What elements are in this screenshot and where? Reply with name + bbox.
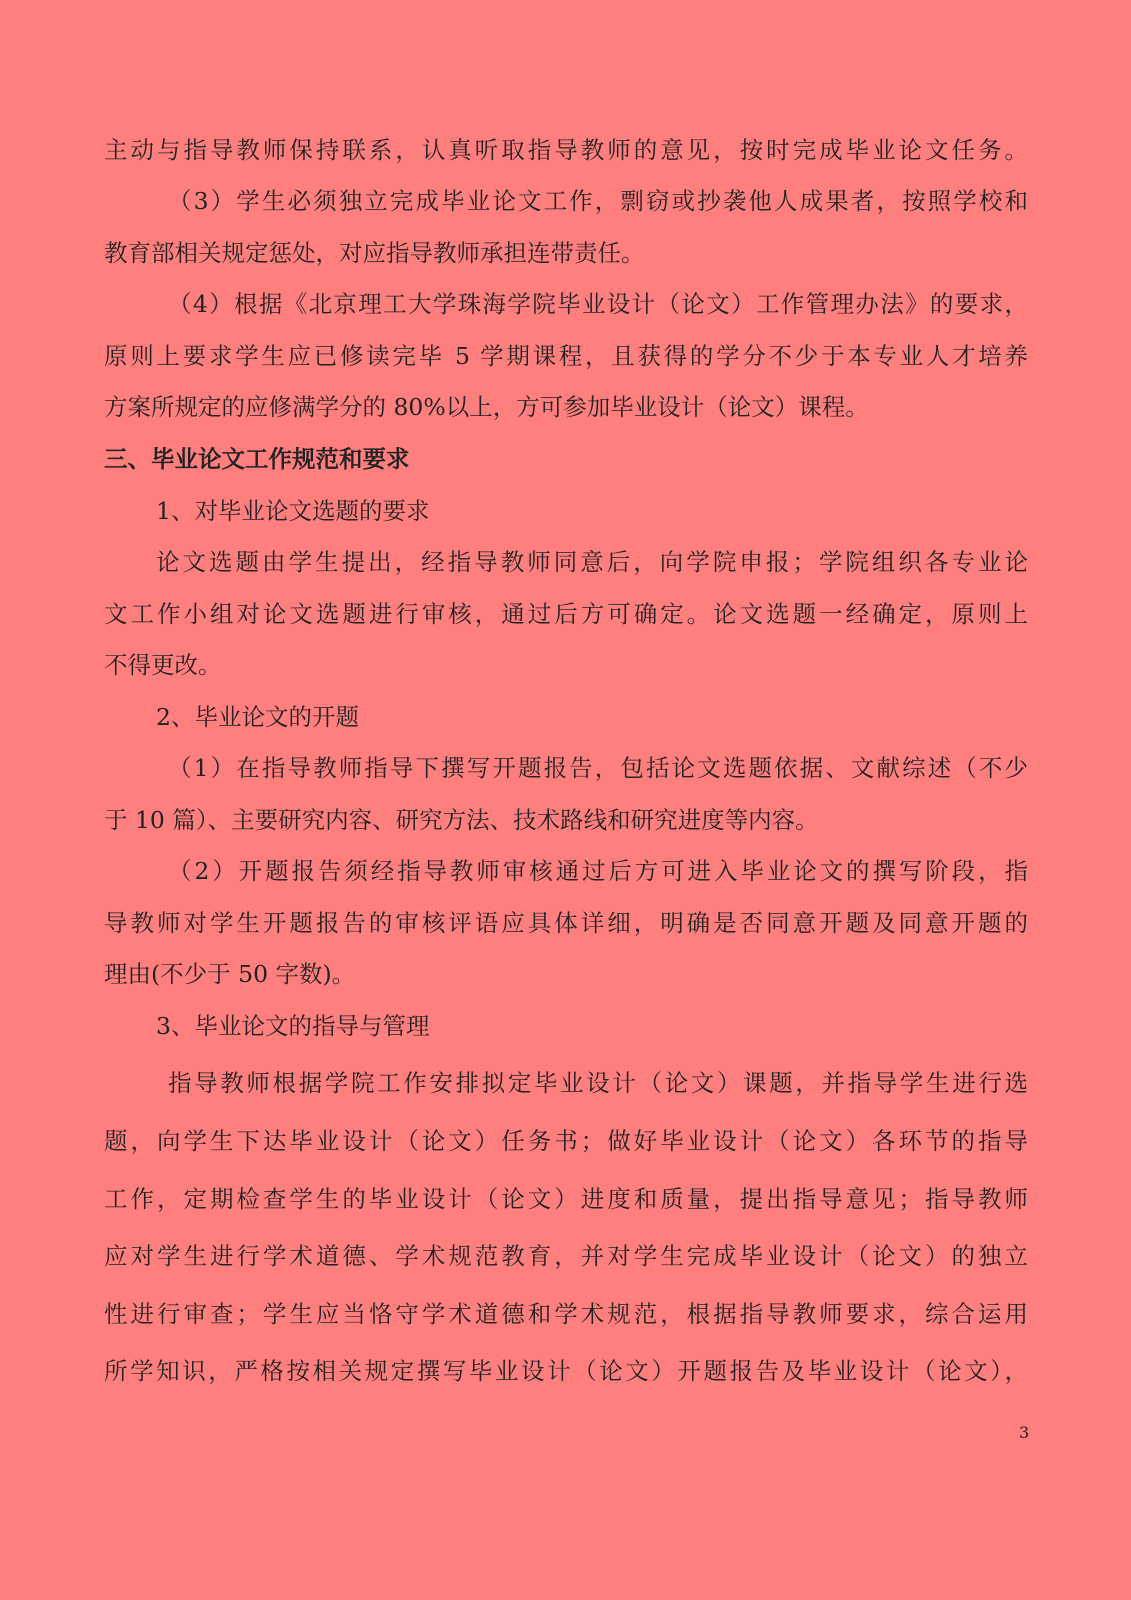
paragraph-line: 理由(不少于 50 字数)。 — [104, 960, 356, 988]
paragraph-line: 论文选题由学生提出，经指导教师同意后，向学院申报；学院组织各专业论 — [156, 548, 1028, 576]
subsection-heading: 3、毕业论文的指导与管理 — [156, 1012, 430, 1040]
paragraph-line: （1）在指导教师指导下撰写开题报告，包括论文选题依据、文献综述（不少 — [168, 754, 1028, 782]
paragraph-line: （4）根据《北京理工大学珠海学院毕业设计（论文）工作管理办法》的要求， — [168, 290, 1028, 318]
paragraph-line: 方案所规定的应修满学分的 80%以上，方可参加毕业设计（论文）课程。 — [104, 393, 869, 421]
paragraph-line: 文工作小组对论文选题进行审核，通过后方可确定。论文选题一经确定，原则上 — [104, 600, 1028, 628]
page-number: 3 — [1019, 1423, 1030, 1442]
paragraph-line: 原则上要求学生应已修读完毕 5 学期课程，且获得的学分不少于本专业人才培养 — [104, 342, 1028, 370]
paragraph-line: 指导教师根据学院工作安排拟定毕业设计（论文）课题，并指导学生进行选 — [168, 1069, 1028, 1097]
paragraph-line: 性进行审查；学生应当恪守学术道德和学术规范，根据指导教师要求，综合运用 — [104, 1300, 1028, 1328]
paragraph-line: 导教师对学生开题报告的审核评语应具体详细，明确是否同意开题及同意开题的 — [104, 909, 1028, 937]
subsection-heading: 1、对毕业论文选题的要求 — [156, 497, 430, 525]
subsection-heading: 2、毕业论文的开题 — [156, 703, 359, 731]
paragraph-line: 主动与指导教师保持联系，认真听取指导教师的意见，按时完成毕业论文任务。 — [104, 136, 1028, 164]
paragraph-line: 不得更改。 — [104, 651, 222, 679]
paragraph-line: （3）学生必须独立完成毕业论文工作，剽窃或抄袭他人成果者，按照学校和 — [168, 187, 1028, 215]
section-heading: 三、毕业论文工作规范和要求 — [104, 445, 410, 473]
paragraph-line: 应对学生进行学术道德、学术规范教育，并对学生完成毕业设计（论文）的独立 — [104, 1242, 1028, 1270]
paragraph-line: （2）开题报告须经指导教师审核通过后方可进入毕业论文的撰写阶段，指 — [168, 857, 1028, 885]
paragraph-line: 题，向学生下达毕业设计（论文）任务书；做好毕业设计（论文）各环节的指导 — [104, 1127, 1028, 1155]
paragraph-line: 教育部相关规定惩处，对应指导教师承担连带责任。 — [104, 239, 645, 267]
paragraph-line: 所学知识，严格按相关规定撰写毕业设计（论文）开题报告及毕业设计（论文）， — [104, 1357, 1028, 1385]
paragraph-line: 于 10 篇）、主要研究内容、研究方法、技术路线和研究进度等内容。 — [104, 806, 819, 834]
paragraph-line: 工作，定期检查学生的毕业设计（论文）进度和质量，提出指导意见；指导教师 — [104, 1185, 1028, 1213]
